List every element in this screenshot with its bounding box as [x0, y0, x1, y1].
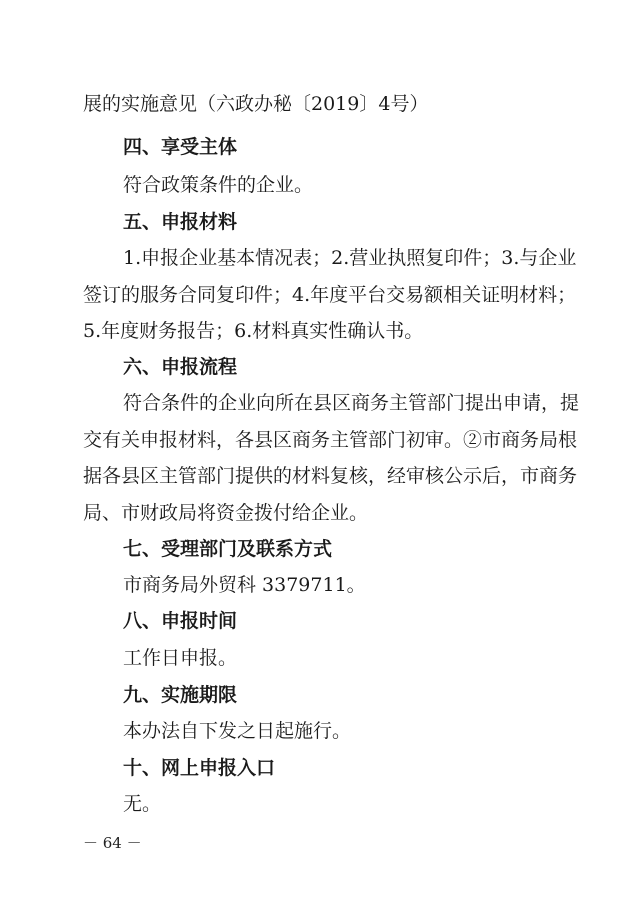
- page-number: － 64 －: [83, 834, 142, 852]
- section-heading-4: 四、享受主体: [123, 136, 238, 158]
- section-heading-9: 九、实施期限: [123, 684, 238, 706]
- section-7-line-1: 市商务局外贸科 3379711。: [123, 574, 366, 596]
- section-6-line-1: 符合条件的企业向所在县区商务主管部门提出申请，提: [123, 392, 580, 414]
- section-heading-6: 六、申报流程: [123, 356, 238, 378]
- section-heading-5: 五、申报材料: [123, 211, 238, 233]
- section-9-line-1: 本办法自下发之日起施行。: [123, 720, 352, 742]
- section-4-line-1: 符合政策条件的企业。: [123, 174, 314, 196]
- section-8-line-1: 工作日申报。: [123, 647, 238, 669]
- section-5-line-2: 签订的服务合同复印件；4.年度平台交易额相关证明材料；: [83, 284, 577, 306]
- section-heading-7: 七、受理部门及联系方式: [123, 538, 333, 560]
- section-heading-10: 十、网上申报入口: [123, 757, 276, 779]
- section-6-line-4: 局、市财政局将资金拨付给企业。: [83, 502, 369, 524]
- section-10-line-1: 无。: [123, 793, 162, 815]
- intro-line: 展的实施意见（六政办秘〔2019〕4号）: [83, 93, 429, 115]
- section-5-line-1: 1.申报企业基本情况表；2.营业执照复印件；3.与企业: [123, 247, 577, 269]
- section-6-line-2: 交有关申报材料，各县区商务主管部门初审。②市商务局根: [83, 429, 578, 451]
- section-5-line-3: 5.年度财务报告；6.材料真实性确认书。: [83, 320, 424, 342]
- section-heading-8: 八、申报时间: [123, 610, 238, 632]
- section-6-line-3: 据各县区主管部门提供的材料复核，经审核公示后，市商务: [83, 465, 578, 487]
